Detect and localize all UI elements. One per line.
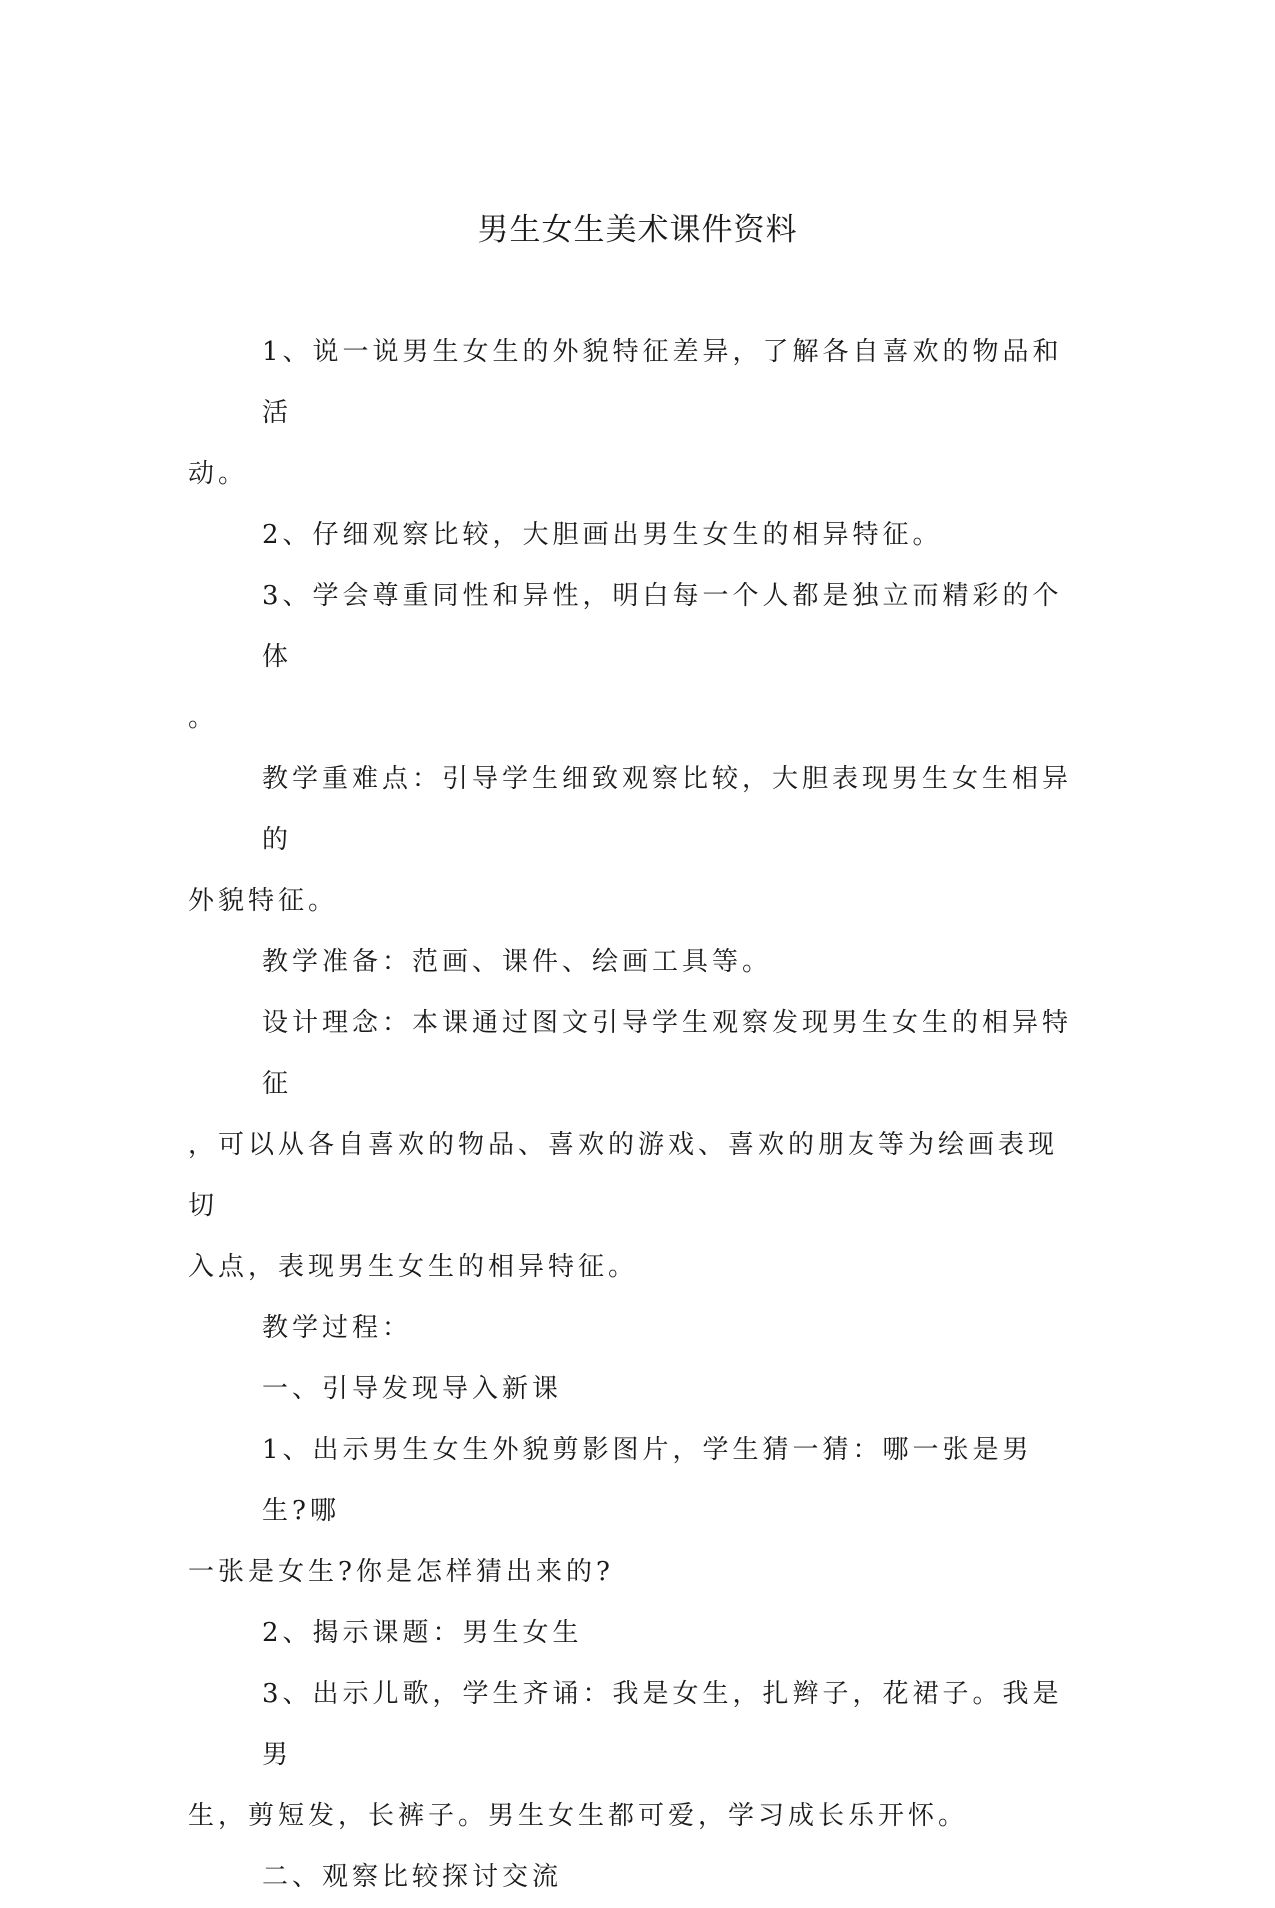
text-line: 外貌特征。 [188, 886, 339, 916]
document-body [188, 322, 1073, 1908]
document-title: 男生女生美术课件资料 [477, 212, 798, 248]
text-line: 2、仔细观察比较，大胆画出男生女生的相异特征。 [262, 520, 943, 550]
text-line: 生，剪短发，长裤子。男生女生都可爱，学习成长乐开怀。 [188, 1801, 969, 1831]
text-line: 二、观察比较探讨交流 [262, 1862, 563, 1892]
text-line: 1、说一说男生女生的外貌特征差异，了解各自喜欢的物品和活 [262, 337, 1063, 428]
text-line: 2、揭示课题：男生女生 [262, 1618, 583, 1648]
text-line: ，可以从各自喜欢的物品、喜欢的游戏、喜欢的朋友等为绘画表现切 [188, 1130, 1059, 1221]
text-line: 一张是女生?你是怎样猜出来的? [188, 1557, 614, 1587]
text-line: 教学重难点：引导学生细致观察比较，大胆表现男生女生相异的 [262, 764, 1073, 855]
text-line: 3、学会尊重同性和异性，明白每一个人都是独立而精彩的个体 [262, 581, 1063, 672]
text-line: 动。 [188, 459, 249, 489]
text-line: 1、出示男生女生外貌剪影图片，学生猜一猜：哪一张是男生?哪 [262, 1435, 1033, 1526]
text-line: 教学准备：范画、课件、绘画工具等。 [262, 947, 773, 977]
text-line: 3、出示儿歌，学生齐诵：我是女生，扎辫子，花裙子。我是男 [262, 1679, 1063, 1770]
text-line: 教学过程： [262, 1313, 413, 1343]
text-line: 一、引导发现导入新课 [262, 1374, 563, 1404]
text-line: 。 [188, 703, 219, 733]
text-line: 设计理念：本课通过图文引导学生观察发现男生女生的相异特征 [262, 1008, 1073, 1099]
text-line: 入点，表现男生女生的相异特征。 [188, 1252, 639, 1282]
